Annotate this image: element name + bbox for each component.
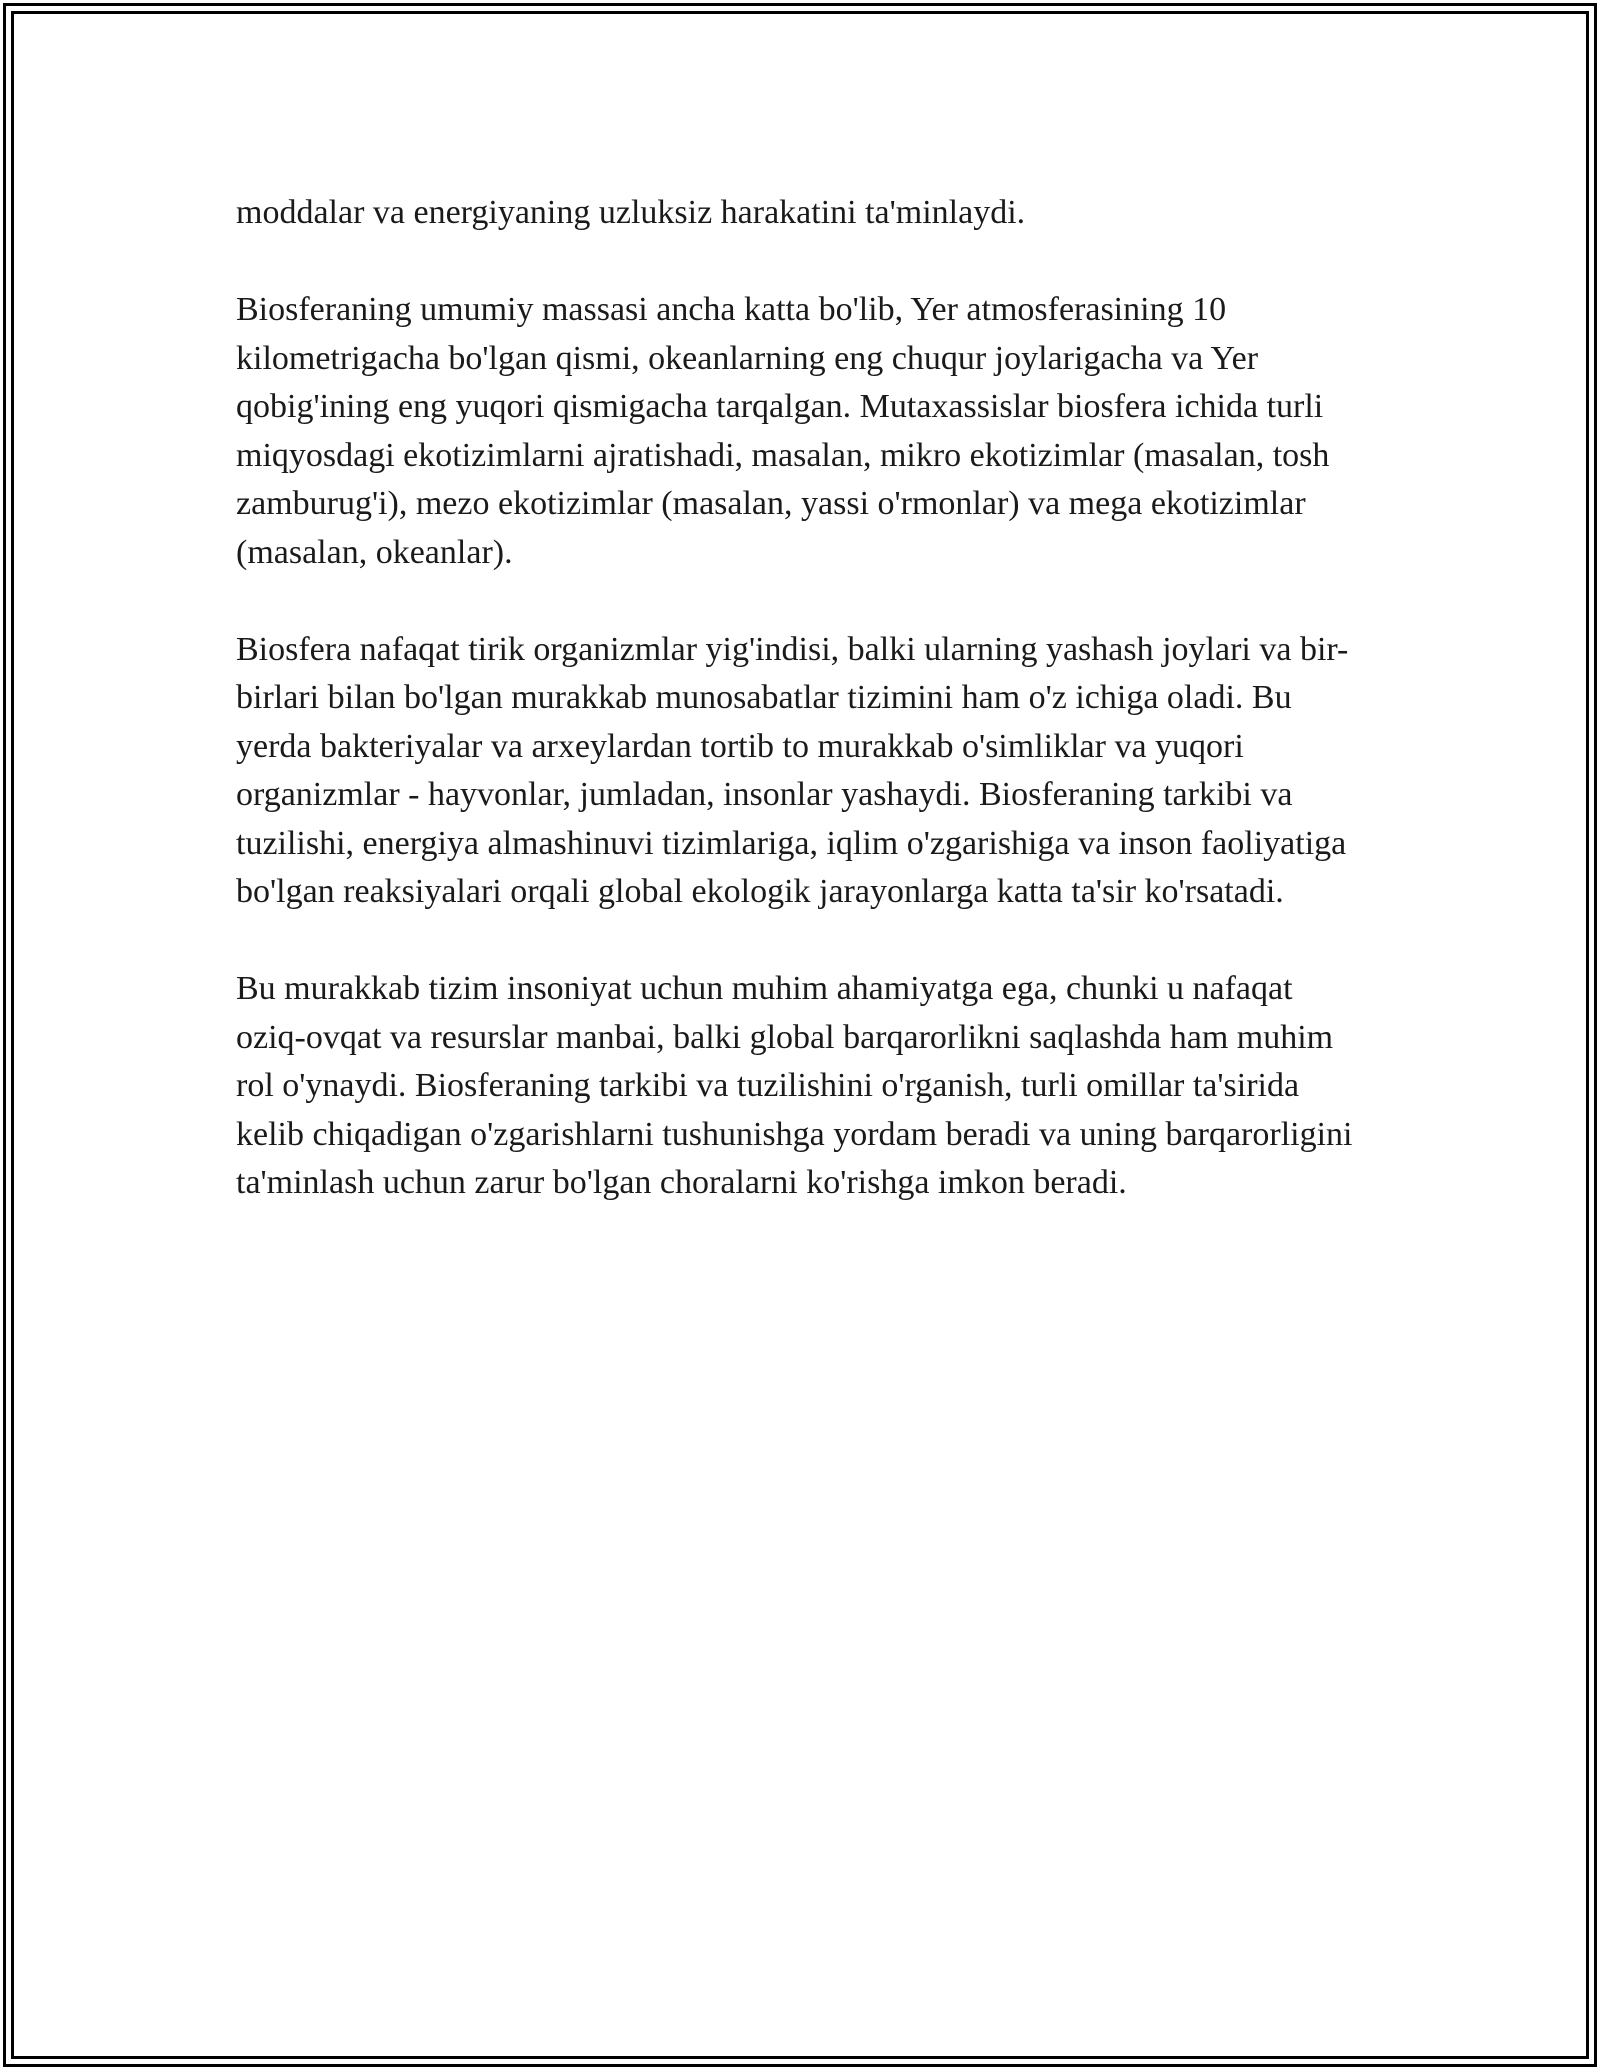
paragraph-4: Bu murakkab tizim insoniyat uchun muhim ahamiyatga ega, chunki u nafaqat oziq-ovqat va resurslar manbai, balki global barqarorlikni saqlashda ham muhim rol o'ynaydi. Biosferaning tarkibi va tuzilishini o'rganish, turli omillar ta'sirida kelib chiqadigan o'zgarishlarni tushunishga yordam beradi va uning barqarorligini ta'minlash uchun zarur bo'lgan choralarni ko'rishga imkon beradi. <box>236 970 1353 1201</box>
paragraph-1: moddalar va energiyaning uzluksiz harakatini ta'minlaydi. <box>236 194 1026 231</box>
paragraph-3: Biosfera nafaqat tirik organizmlar yig'indisi, balki ularning yashash joylari va bir-birlari bilan bo'lgan murakkab munosabatlar tizimini ham o'z ichiga oladi. Bu yerda bakteriyalar va arxeylardan tortib to murakkab o'simliklar va yuqori organizmlar - hayvonlar, jumladan, insonlar yashaydi. Biosferaning tarkibi va tuzilishi, energiya almashinuvi tizimlariga, iqlim o'zgarishiga va inson faoliyatiga bo'lgan reaksiyalari orqali global ekologik jarayonlarga katta ta'sir ko'rsatadi. <box>236 630 1349 910</box>
paragraph-2: Biosferaning umumiy massasi ancha katta bo'lib, Yer atmosferasining 10 kilometrigacha bo'lgan qismi, okeanlarning eng chuqur joylarigacha va Yer qobig'ining eng yuqori qismigacha tarqalgan. Mutaxassislar biosfera ichida turli miqyosdagi ekotizimlarni ajratishadi, masalan, mikro ekotizimlar (masalan, tosh zamburug'i), mezo ekotizimlar (masalan, yassi o'rmonlar) va mega ekotizimlar (masalan, okeanlar). <box>236 291 1330 571</box>
document-body <box>236 189 1366 1256</box>
